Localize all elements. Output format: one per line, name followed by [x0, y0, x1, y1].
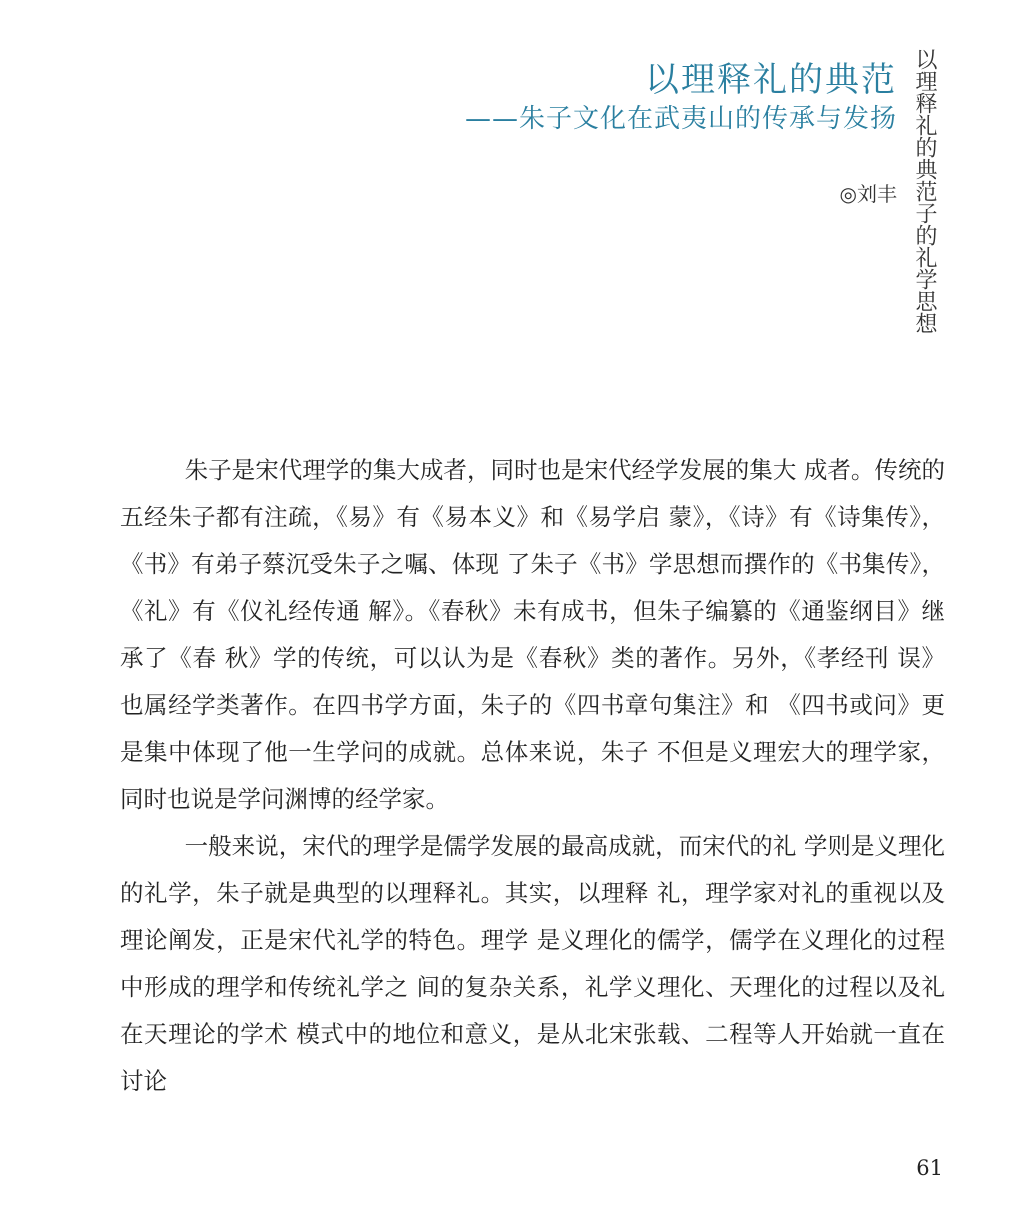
article-title: 以理释礼的典范 [645, 60, 897, 100]
body-paragraph: 一般来说，宋代的理学是儒学发展的最高成就，而宋代的礼 学则是义理化的礼学，朱子就是典型的以理释礼。其实，以理释 礼，理学家对礼的重视以及理论阐发，正是宋代礼学的特色。理学 是义理化的儒学，儒学在义理化的过程中形成的理学和传统礼学之 间的复杂关系，礼学义理化、天理化的过程以及礼在天理论的学术 模式中的地位和意义，是从北宋张载、二程等人开始就一直在讨论 [120, 832, 945, 1095]
article-subtitle: ——朱子文化在武夷山的传承与发扬 [464, 104, 897, 134]
article-author: ◎刘丰 [839, 182, 897, 206]
running-head-vertical: 以理释礼的典范子的礼学思想 [912, 48, 937, 334]
body-paragraph: 朱子是宋代理学的集大成者，同时也是宋代经学发展的集大 成者。传统的五经朱子都有注疏，《易》有《易本义》和《易学启 蒙》，《诗》有《诗集传》，《书》有弟子蔡沉受朱子之嘱、体现 了朱子《书》学思想而撰作的《书集传》，《礼》有《仪礼经传通 解》。《春秋》未有成书，但朱子编纂的《通鉴纲目》继承了《春 秋》学的传统，可以认为是《春秋》类的著作。另外，《孝经刊 误》也属经学类著作。在四书学方面，朱子的《四书章句集注》和 《四书或问》更是集中体现了他一生学问的成就。总体来说，朱子 不但是义理宏大的理学家，同时也说是学问渊博的经学家。 [120, 456, 945, 813]
page-number: 61 [916, 1156, 943, 1180]
article-body [120, 447, 945, 1105]
